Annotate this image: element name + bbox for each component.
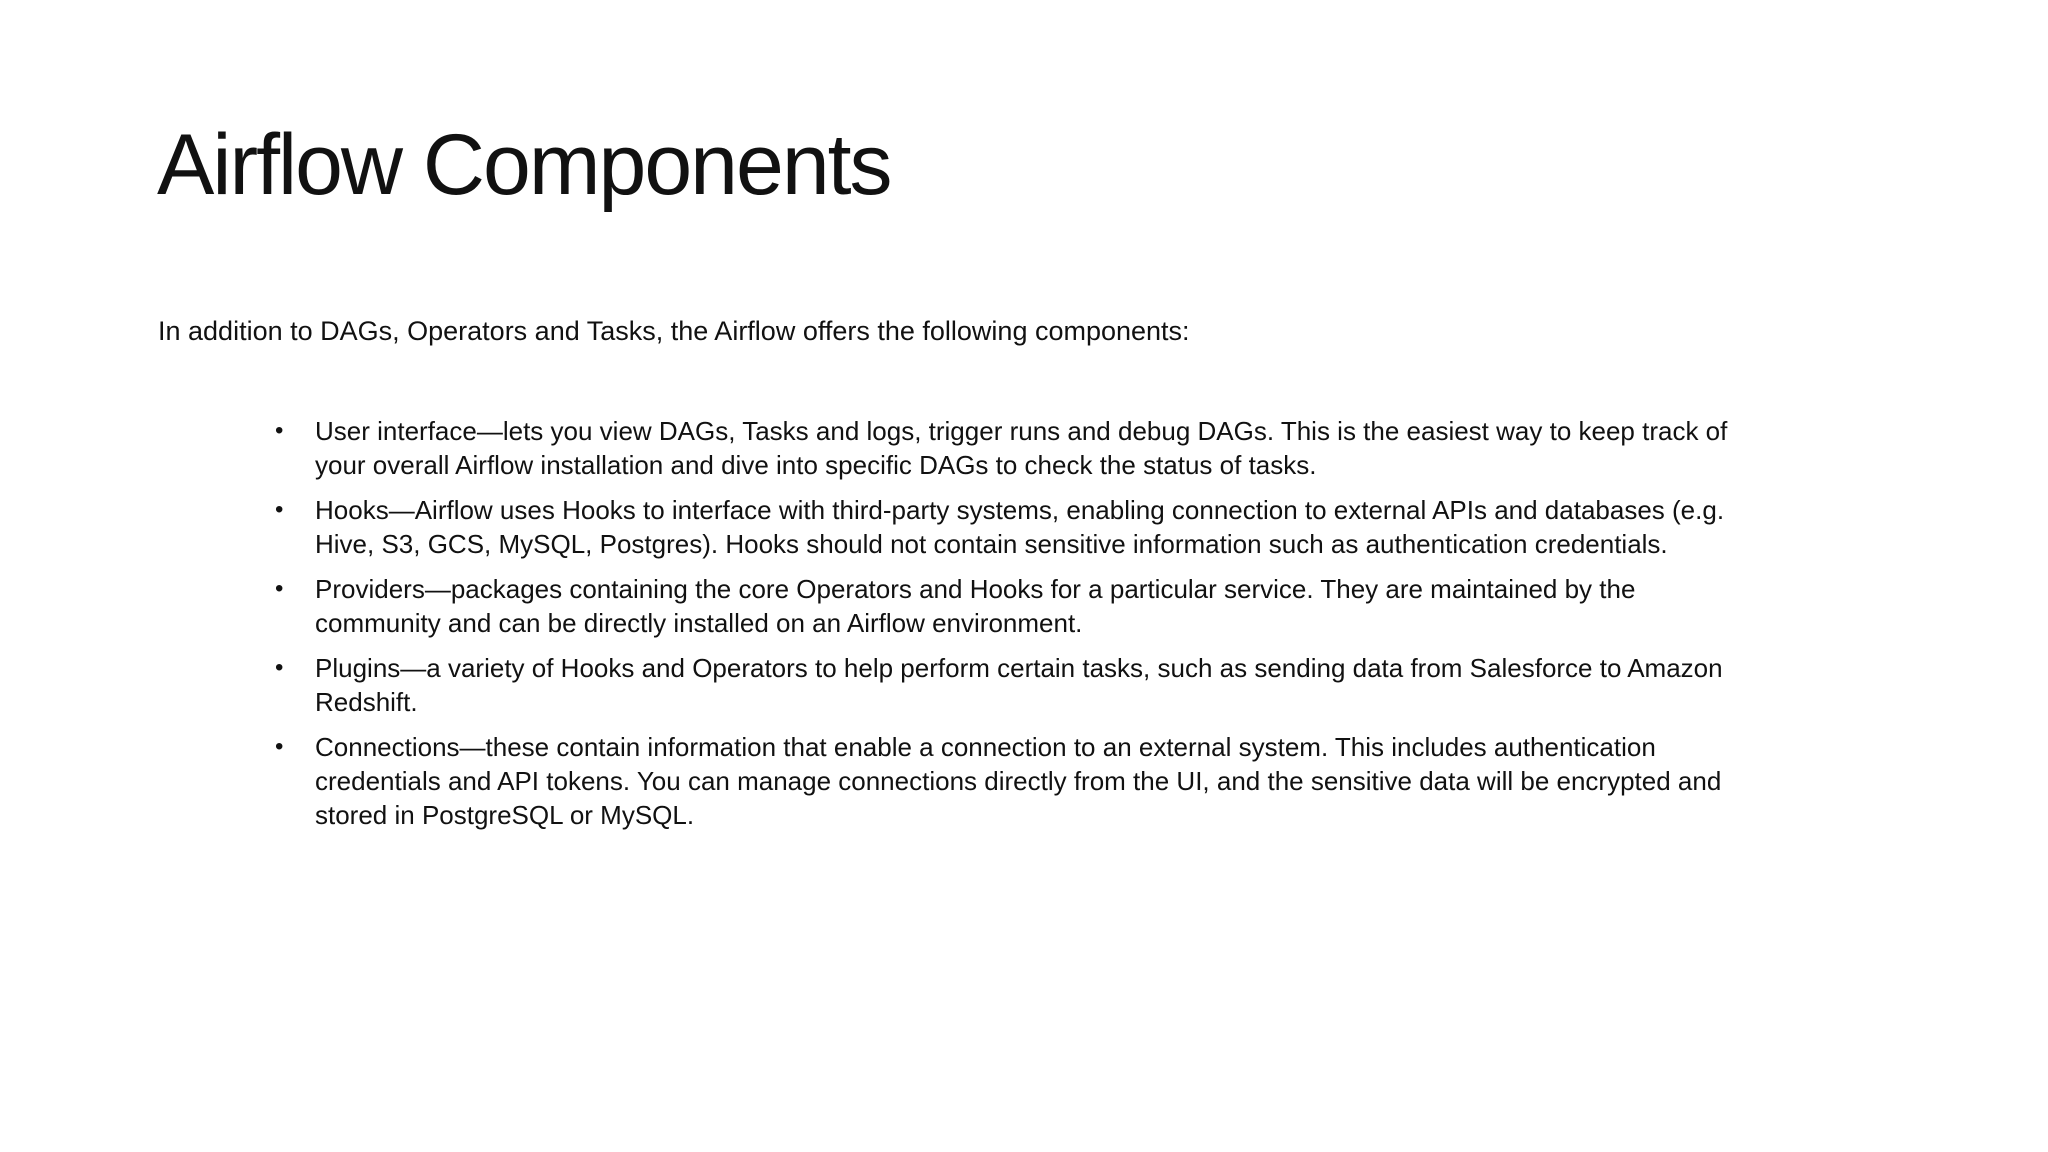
intro-text: In addition to DAGs, Operators and Tasks, the Airflow offers the following components: bbox=[158, 316, 1190, 346]
bullet-item-plugins bbox=[275, 651, 1735, 719]
bullet-text: Providers—packages containing the core Operators and Hooks for a particular service. They are maintained by the community and can be directly installed on an Airflow environment. bbox=[315, 574, 1636, 638]
bullet-text: User interface—lets you view DAGs, Tasks and logs, trigger runs and debug DAGs. This is the easiest way to keep track of your overall Airflow installation and dive into specific DAGs to check the status of tasks. bbox=[315, 416, 1728, 480]
bullet-icon: • bbox=[275, 654, 284, 681]
bullet-icon: • bbox=[275, 496, 284, 523]
bullet-item-user-interface bbox=[275, 414, 1735, 482]
bullet-icon: • bbox=[275, 575, 284, 602]
bullet-icon: • bbox=[275, 733, 284, 760]
bullet-item-providers bbox=[275, 572, 1735, 640]
bullet-text: Hooks—Airflow uses Hooks to interface with third-party systems, enabling connection to external APIs and databases (e.g. Hive, S3, GCS, MySQL, Postgres). Hooks should not contain sensitive information such as authentication credentials. bbox=[315, 495, 1725, 559]
bullet-icon: • bbox=[275, 417, 284, 444]
bullet-item-connections bbox=[275, 730, 1735, 832]
bullet-item-hooks bbox=[275, 493, 1735, 561]
bullet-list bbox=[275, 414, 1735, 843]
slide-title: Airflow Components bbox=[157, 117, 891, 213]
bullet-text: Plugins—a variety of Hooks and Operators to help perform certain tasks, such as sending data from Salesforce to Amazon Redshift. bbox=[315, 653, 1723, 717]
bullet-text: Connections—these contain information that enable a connection to an external system. This includes authentication credentials and API tokens. You can manage connections directly from the UI, and the sensitive data will be encrypted and stored in PostgreSQL or MySQL. bbox=[315, 732, 1722, 830]
